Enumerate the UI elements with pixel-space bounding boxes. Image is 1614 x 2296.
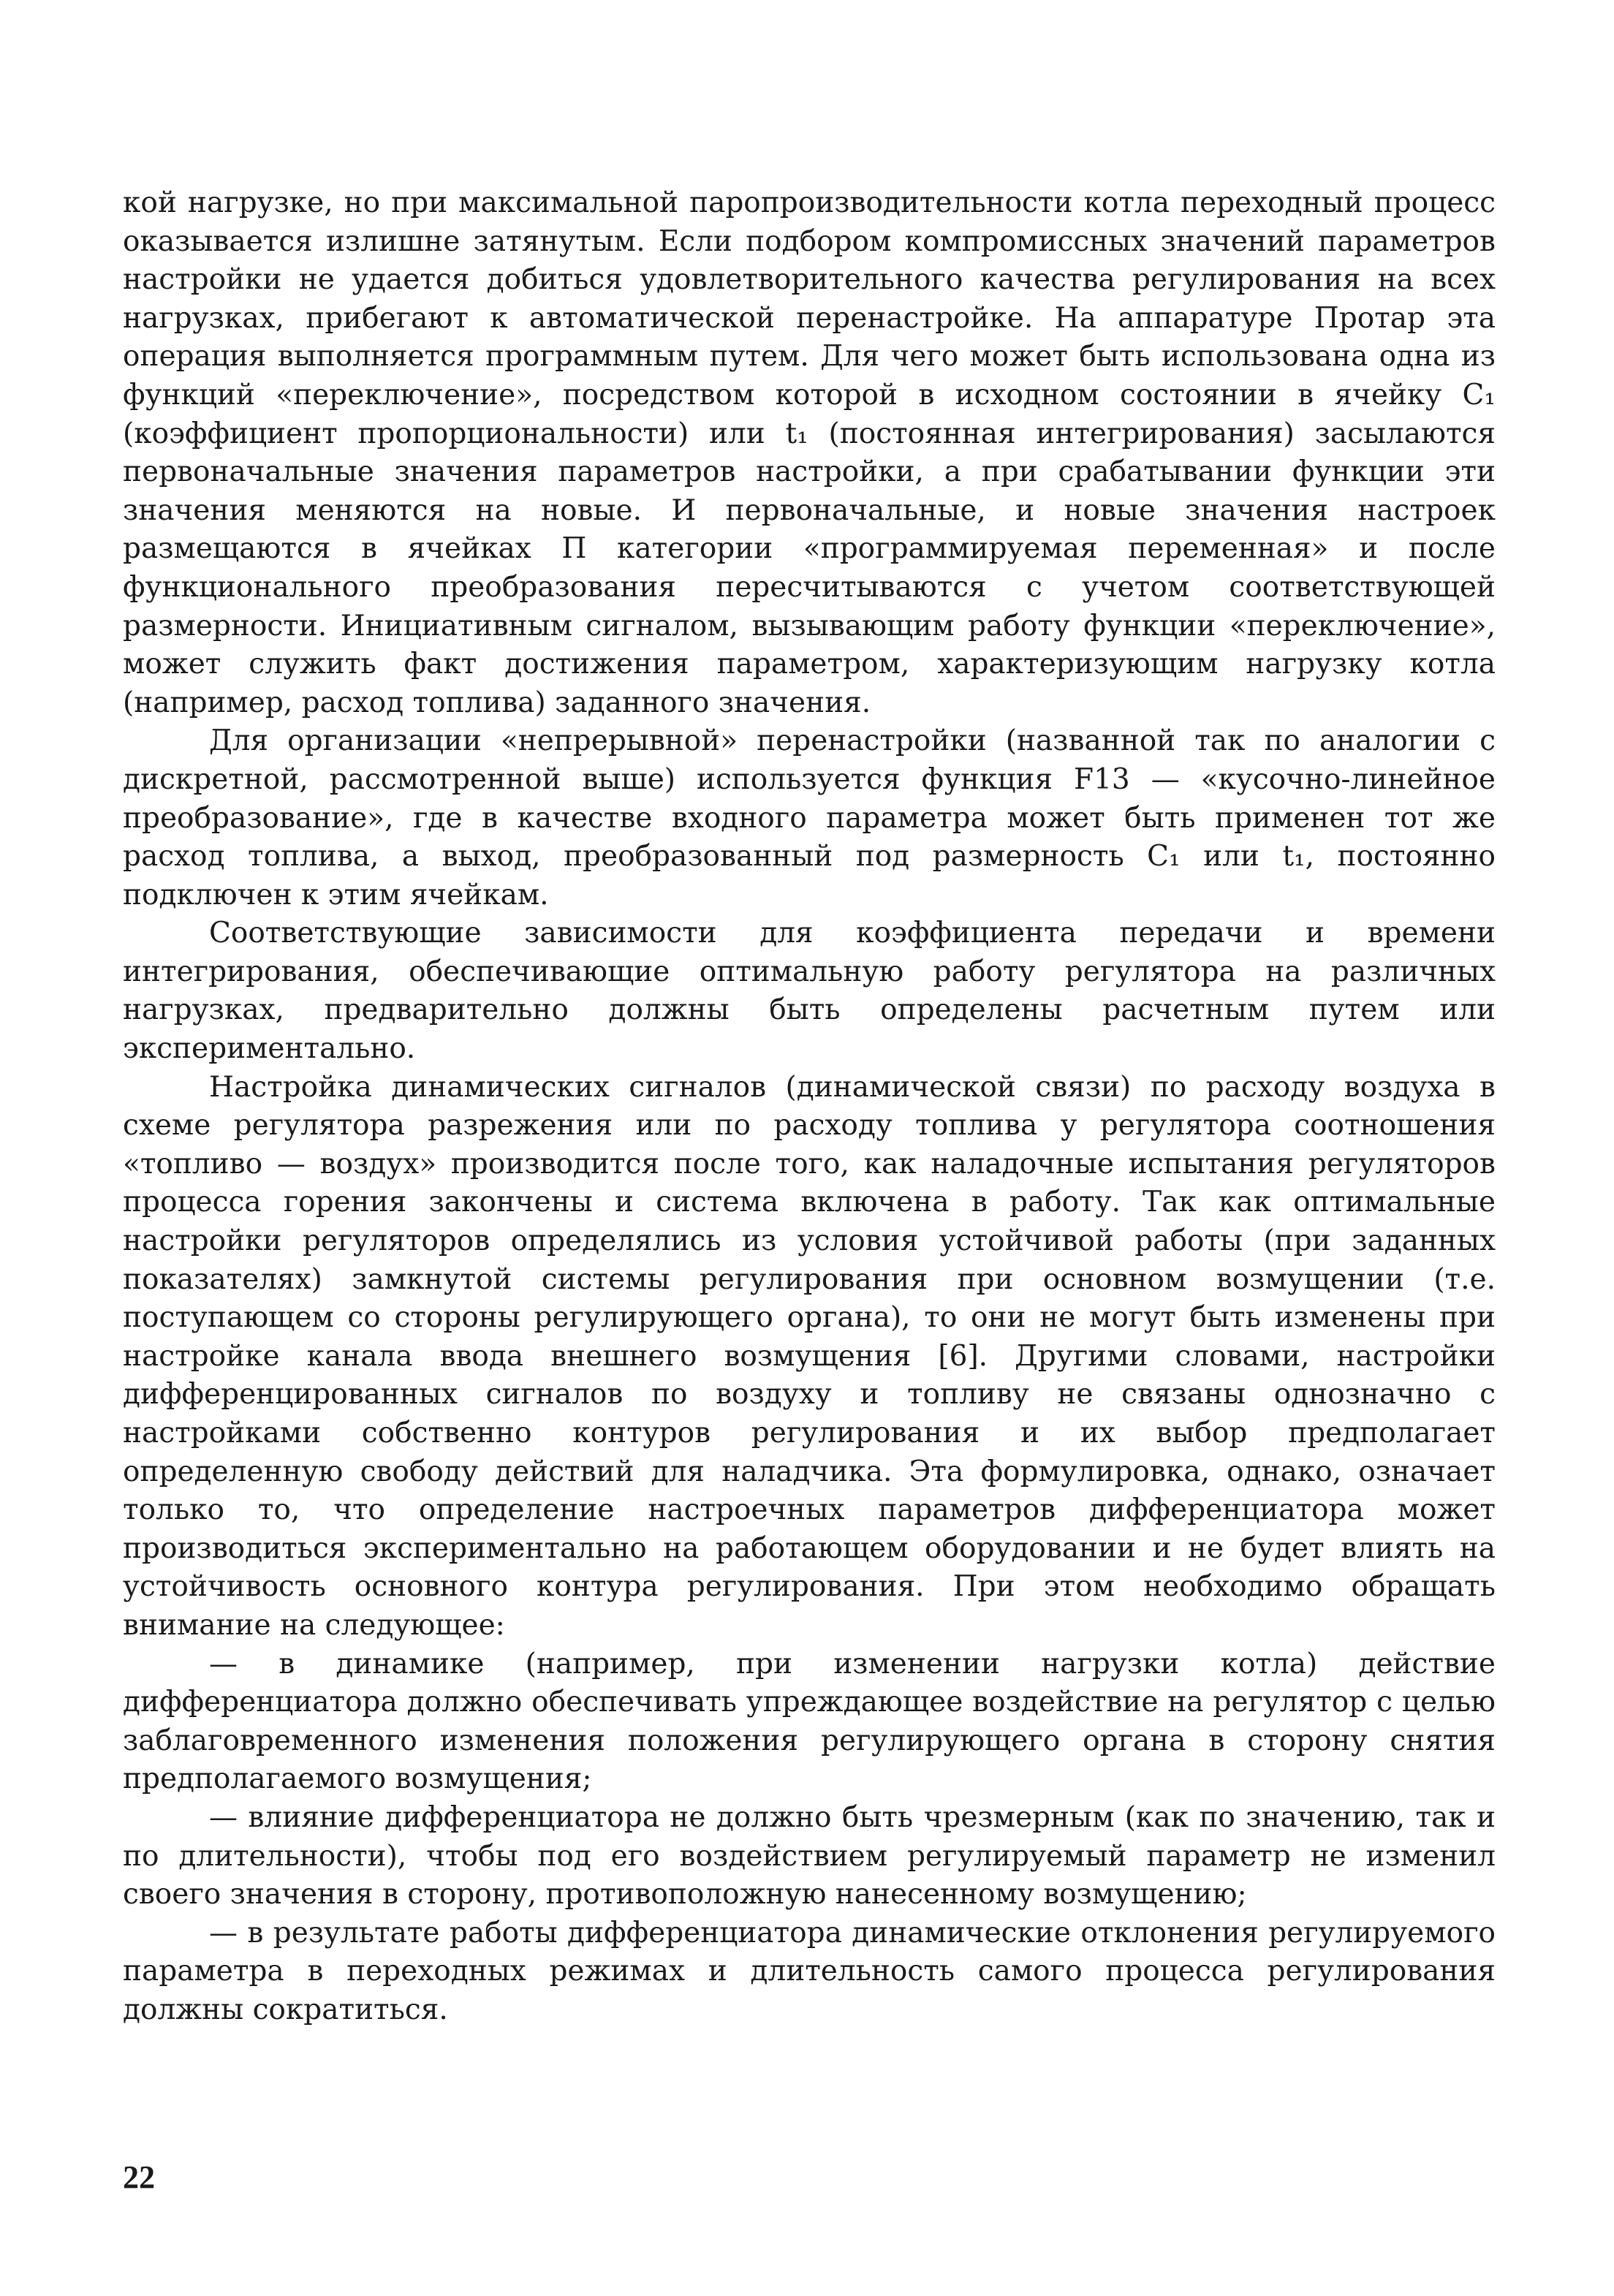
paragraph-continuous-retuning: Для организации «непрерывной» перенастройки (названной так по аналогии с дискретной, рассмотренной выше) используется функция F13 — «кусочно-линейное преобразование», где в качестве входного параметра может быть применен тот же расход топлива, а выход, преобразованный под размерность C₁ или t₁, постоянно подключен к этим ячейкам.: [123, 724, 1496, 912]
paragraph-dynamic-signals: Настройка динамических сигналов (динамической связи) по расходу воздуха в схеме регулятора разрежения или по расходу топлива у регулятора соотношения «топливо — воздух» производится после того, как наладочные испытания регуляторов процесса горения закончены и система включена в работу. Так как оптимальные настройки регуляторов определялись из условия устойчивой работы (при заданных показателях) замкнутой системы регулирования при основном возмущении (т.е. поступающем со стороны регулирующего органа), то они не могут быть изменены при настройке канала ввода внешнего возмущения [6]. Другими словами, настройки дифференцированных сигналов по воздуху и топливу не связаны однозначно с настройками собственно контуров регулирования и их выбор предполагает определенную свободу действий для наладчика. Эта формулировка, однако, означает только то, что определение настроечных параметров дифференциатора может производиться экспериментально на работающем оборудовании и не будет влиять на устойчивость основного контура регулирования. При этом необходимо обращать внимание на следующее:: [123, 1070, 1496, 1642]
paragraph-dependencies: Соответствующие зависимости для коэффициента передачи и времени интегрирования, обеспечивающие оптимальную работу регулятора на различных нагрузках, предварительно должны быть определены расчетным путем или экспериментально.: [123, 917, 1496, 1066]
body-text: [123, 184, 1496, 2030]
list-item-influence: — влияние дифференциатора не должно быть чрезмерным (как по значению, так и по длительности), чтобы под его воздействием регулируемый параметр не изменил своего значения в сторону, противоположную нанесенному возмущению;: [123, 1800, 1496, 1912]
page-number: 22: [123, 2159, 155, 2195]
paragraph-continuation: кой нагрузке, но при максимальной паропроизводительности котла переходный процесс оказывается излишне затянутым. Если подбором компромиссных значений параметров настройки не удается добиться удовлетворительного качества регулирования на всех нагрузках, прибегают к автоматической перенастройке. На аппаратуре Протар эта операция выполняется программным путем. Для чего может быть использована одна из функций «переключение», посредством которой в исходном состоянии в ячейку C₁ (коэффициент пропорциональности) или t₁ (постоянная интегрирования) засылаются первоначальные значения параметров настройки, а при срабатывании функции эти значения меняются на новые. И первоначальные, и новые значения настроек размещаются в ячейках П категории «программируемая переменная» и после функционального преобразования пересчитываются с учетом соответствующей размерности. Инициативным сигналом, вызывающим работу функции «переключение», может служить факт достижения параметром, характеризующим нагрузку котла (например, расход топлива) заданного значения.: [123, 186, 1496, 719]
list-item-result: — в результате работы дифференциатора динамические отклонения регулируемого параметра в переходных режимах и длительность самого процесса регулирования должны сократиться.: [123, 1916, 1496, 2026]
list-item-dynamics: — в динамике (например, при изменении нагрузки котла) действие дифференциатора должно обеспечивать упреждающее воздействие на регулятор с целью заблаговременного изменения положения регулирующего органа в сторону снятия предполагаемого возмущения;: [123, 1647, 1496, 1796]
